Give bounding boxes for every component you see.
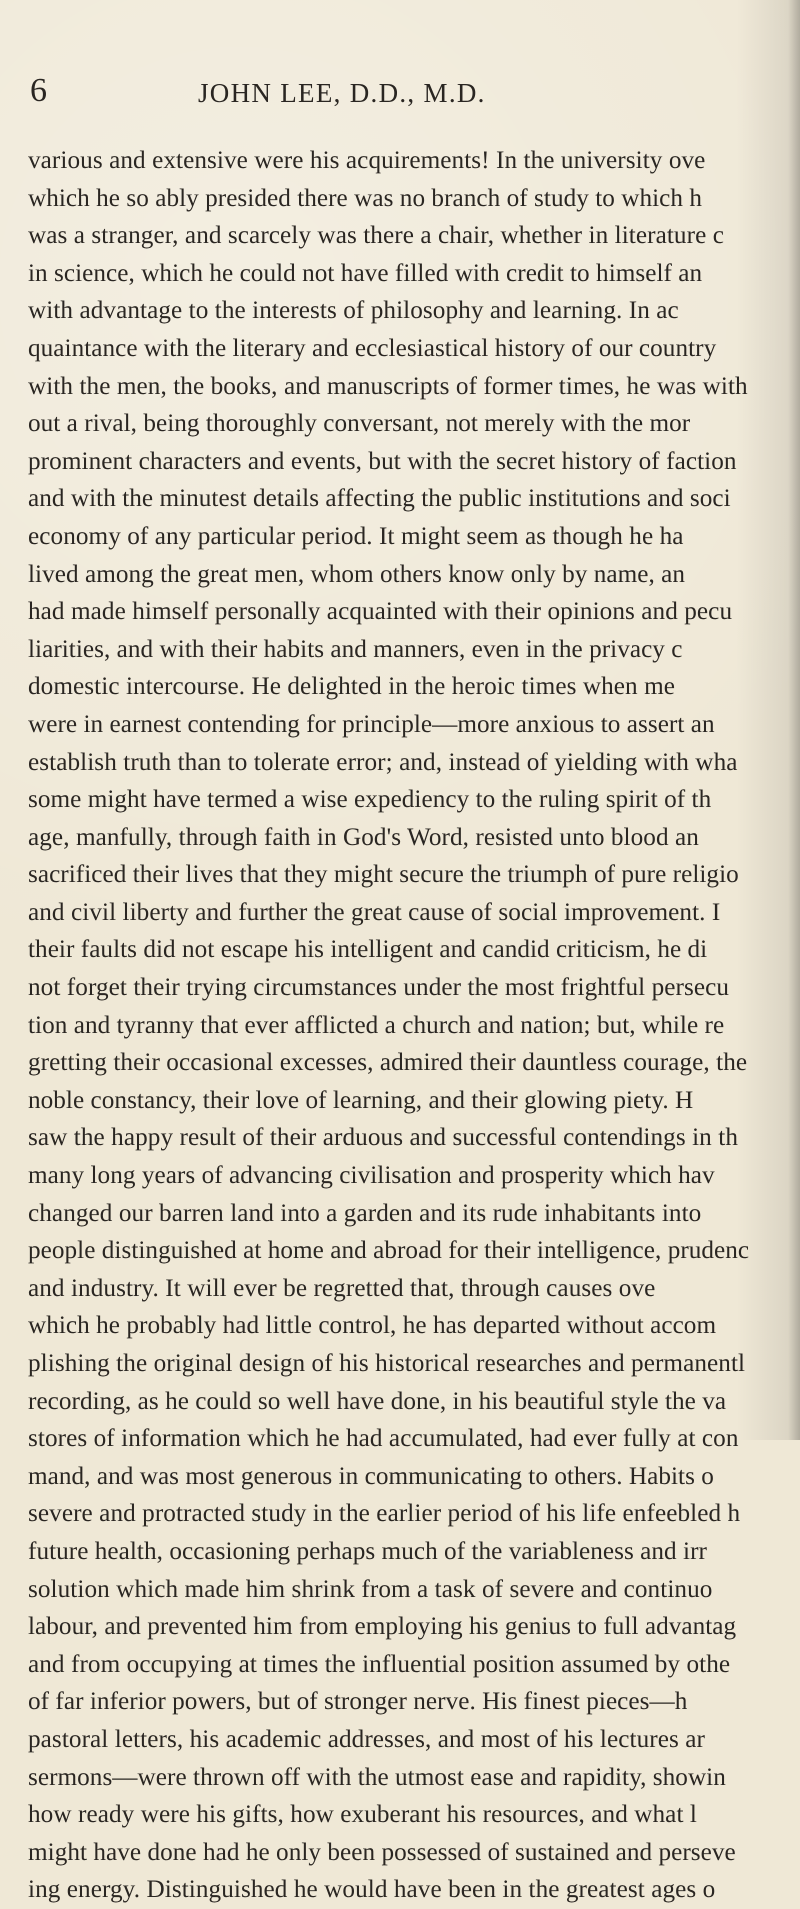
text-line: future health, occasioning perhaps much of the variableness and irr <box>28 1537 707 1565</box>
text-line: with advantage to the interests of philosophy and learning. In ac <box>28 297 679 325</box>
text-line: some might have termed a wise expediency to the ruling spirit of th <box>28 786 712 814</box>
text-line: and with the minutest details affecting the public institutions and soci <box>28 485 731 513</box>
text-line: had made himself personally acquainted with their opinions and pecu <box>28 598 733 626</box>
text-line: various and extensive were his acquirements! In the university ove <box>28 147 706 174</box>
text-line: in science, which he could not have filled with credit to himself an <box>28 259 703 287</box>
text-line: mand, and was most generous in communicating to others. Habits o <box>28 1462 714 1490</box>
text-line: quaintance with the literary and ecclesiastical history of our country <box>28 334 717 362</box>
text-line: and civil liberty and further the great cause of social improvement. I <box>28 898 721 926</box>
text-line: how ready were his gifts, how exuberant his resources, and what l <box>28 1801 697 1829</box>
running-head: JOHN LEE, D.D., M.D. <box>198 78 486 108</box>
text-line: with the men, the books, and manuscripts of former times, he was with <box>28 372 748 400</box>
text-line: pastoral letters, his academic addresses, and most of his lectures ar <box>28 1725 705 1753</box>
page-number: 6 <box>30 72 47 109</box>
text-line: people distinguished at home and abroad for their intelligence, prudenc <box>28 1237 750 1265</box>
text-line: economy of any particular period. It might seem as though he ha <box>28 522 684 550</box>
text-line: might have done had he only been possessed of sustained and perseve <box>28 1838 736 1866</box>
text-line: severe and protracted study in the earlier period of his life enfeebled h <box>28 1500 741 1528</box>
text-line: recording, as he could so well have done, in his beautiful style the va <box>28 1387 727 1415</box>
text-line: noble constancy, their love of learning, and their glowing piety. H <box>28 1086 694 1114</box>
text-line: ing energy. Distinguished he would have been in the greatest ages o <box>28 1876 716 1904</box>
text-line: tion and tyranny that ever afflicted a church and nation; but, while re <box>28 1011 725 1039</box>
text-line: and industry. It will ever be regretted that, through causes ove <box>28 1274 656 1302</box>
text-line: plishing the original design of his historical researches and permanentl <box>28 1350 746 1377</box>
text-line: lived among the great men, whom others know only by name, an <box>28 560 686 588</box>
text-line: sacrificed their lives that they might secure the triumph of pure religio <box>28 861 739 889</box>
text-line: solution which made him shrink from a task of severe and continuo <box>28 1575 713 1603</box>
text-line: age, manfully, through faith in God's Word, resisted unto blood an <box>28 823 699 851</box>
text-line: domestic intercourse. He delighted in the heroic times when me <box>28 673 676 701</box>
text-line: gretting their occasional excesses, admired their dauntless courage, the <box>28 1049 748 1077</box>
text-line: liarities, and with their habits and manners, even in the privacy c <box>28 635 683 663</box>
text-line: of far inferior powers, but of stronger nerve. His finest pieces—h <box>28 1688 688 1716</box>
text-line: their faults did not escape his intelligent and candid criticism, he di <box>28 936 708 964</box>
text-line: many long years of advancing civilisation and prosperity which hav <box>28 1162 715 1190</box>
text-line: which he probably had little control, he has departed without accom <box>28 1312 717 1340</box>
text-line: sermons—were thrown off with the utmost ease and rapidity, showin <box>28 1763 726 1791</box>
text-line: which he so ably presided there was no branch of study to which h <box>28 184 703 212</box>
text-line: changed our barren land into a garden and its rude inhabitants into <box>28 1199 702 1227</box>
text-line: was a stranger, and scarcely was there a chair, whether in literature c <box>28 222 724 250</box>
text-line: labour, and prevented him from employing his genius to full advantag <box>28 1613 737 1641</box>
page-edge-shadow <box>788 0 800 1440</box>
text-line: stores of information which he had accumulated, had ever fully at con <box>28 1425 739 1453</box>
body-text <box>28 142 783 1909</box>
text-line: saw the happy result of their arduous and successful contendings in th <box>28 1124 738 1152</box>
text-line: were in earnest contending for principle—more anxious to assert an <box>28 710 715 738</box>
text-line: and from occupying at times the influential position assumed by othe <box>28 1650 731 1678</box>
text-line: out a rival, being thoroughly conversant, not merely with the mor <box>28 410 691 438</box>
text-line: establish truth than to tolerate error; and, instead of yielding with wha <box>28 748 738 776</box>
text-line: prominent characters and events, but with the secret history of faction <box>28 447 737 475</box>
text-line: not forget their trying circumstances under the most frightful persecu <box>28 974 730 1002</box>
